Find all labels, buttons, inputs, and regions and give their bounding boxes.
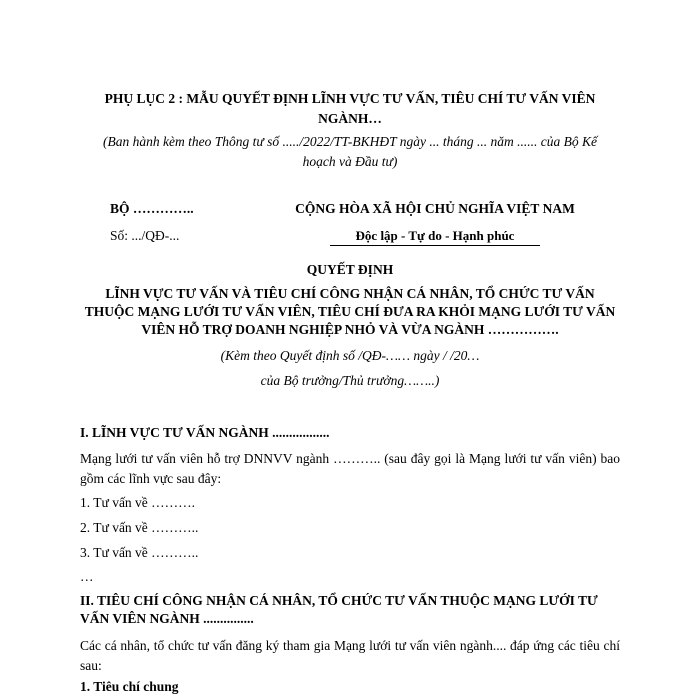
decision-label: QUYẾT ĐỊNH (306, 262, 394, 277)
section1-intro: Mạng lưới tư vấn viên hỗ trợ DNNVV ngành ……….. (sau đây gọi là Mạng lưới tư vấn viên) bao gồm các lĩnh vực sau đây: (80, 451, 620, 486)
ministry-name: BỘ ………….. (110, 201, 194, 216)
section2-heading: II. TIÊU CHÍ CÔNG NHẬN CÁ NHÂN, TỔ CHỨC TƯ VẤN THUỘC MẠNG LƯỚI TƯ VẤN VIÊN NGÀNH ............... (80, 593, 598, 626)
list-item: 1. Tư vấn về ………. (80, 495, 196, 510)
document-number: Số: .../QĐ-... (110, 228, 180, 243)
national-motto: Độc lập - Tự do - Hạnh phúc (330, 228, 540, 246)
attachment-note-line1: (Kèm theo Quyết định số /QĐ-…… ngày / /20… (220, 348, 480, 363)
national-title: CỘNG HÒA XÃ HỘI CHỦ NGHĨA VIỆT NAM (295, 201, 575, 216)
section2-intro: Các cá nhân, tổ chức tư vấn đăng ký tham gia Mạng lưới tư vấn viên ngành.... đáp ứng các tiêu chí sau: (80, 638, 620, 673)
section1-heading: I. LĨNH VỰC TƯ VẤN NGÀNH ................. (80, 425, 330, 440)
list-item: 2. Tư vấn về ……….. (80, 520, 199, 535)
appendix-title: PHỤ LỤC 2 : MẪU QUYẾT ĐỊNH LĨNH VỰC TƯ VẤN, TIÊU CHÍ TƯ VẤN VIÊN NGÀNH… (104, 91, 596, 126)
section2-subheading: 1. Tiêu chí chung (80, 679, 179, 694)
list-item: 3. Tư vấn về ……….. (80, 545, 199, 560)
attachment-note-line2: của Bộ trưởng/Thủ trưởng……..) (260, 373, 440, 388)
decision-title: LĨNH VỰC TƯ VẤN VÀ TIÊU CHÍ CÔNG NHẬN CÁ NHÂN, TỔ CHỨC TƯ VẤN THUỘC MẠNG LƯỚI TƯ VẤN VIÊN, TIÊU CHÍ ĐƯA RA KHỎI MẠNG LƯỚI TƯ VẤN VIÊN HỖ TRỢ DOANH NGHIỆP NHỎ VÀ VỪA NGÀNH ……………. (84, 286, 616, 337)
list-item: … (80, 569, 94, 584)
appendix-subtitle: (Ban hành kèm theo Thông tư số ...../2022/TT-BKHĐT ngày ... tháng ... năm ...... của Bộ Kế hoạch và Đầu tư) (103, 134, 597, 169)
